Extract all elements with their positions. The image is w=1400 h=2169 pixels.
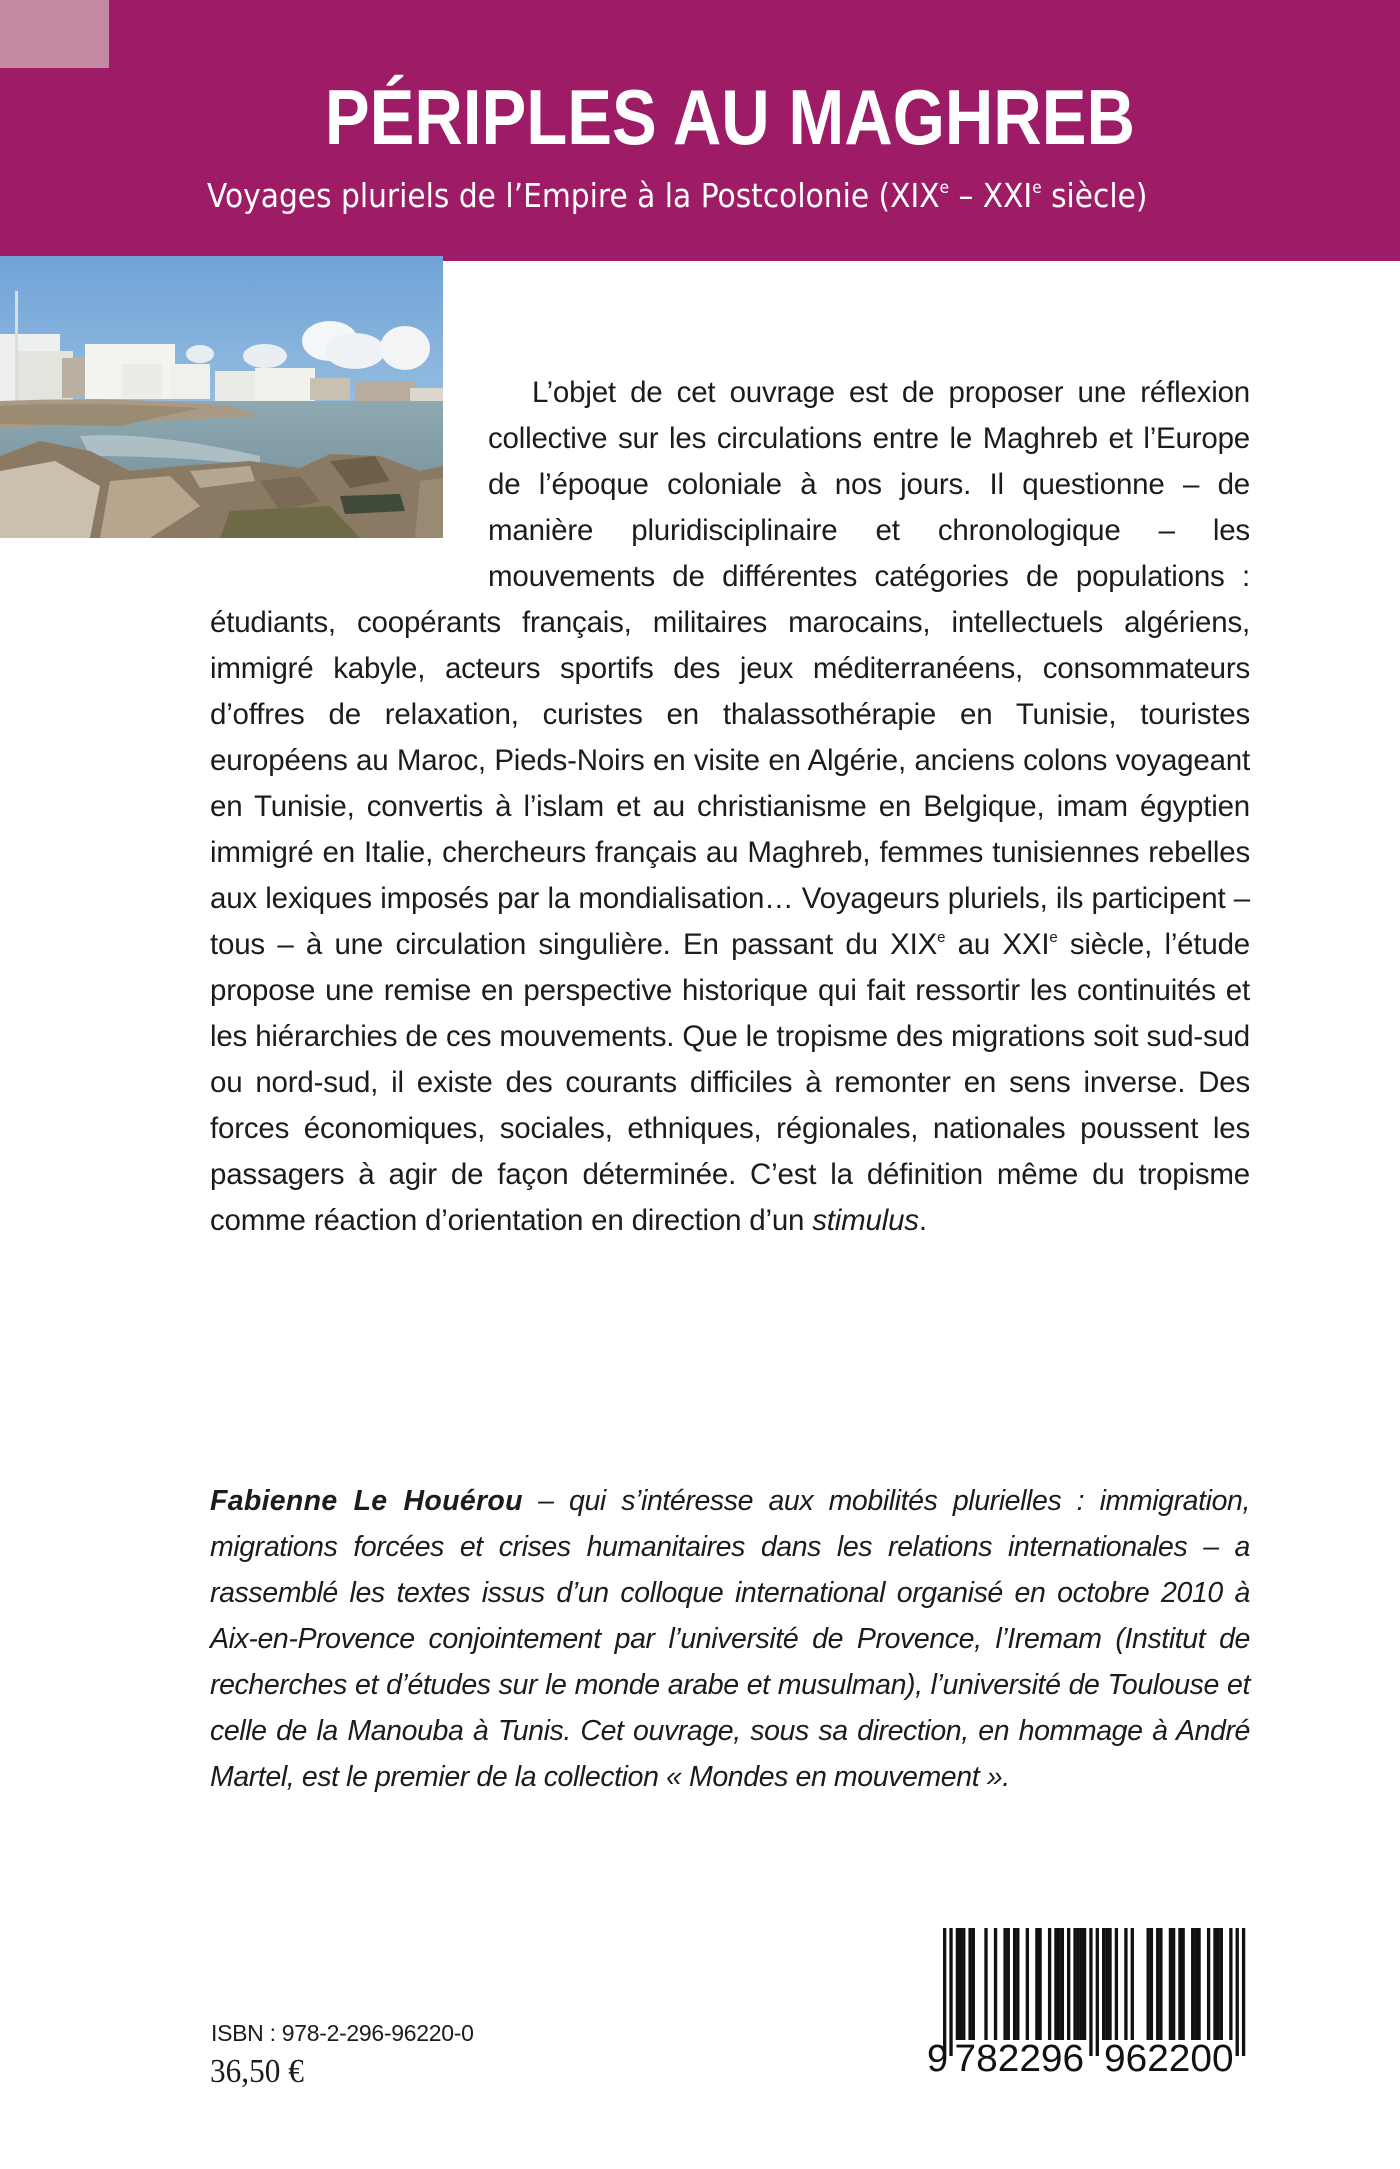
- price-label: 36,50 €: [210, 2053, 304, 2090]
- subtitle-part: Voyages pluriels de l’Empire à la Postcolonie (XIX: [207, 176, 940, 215]
- summary-paragraph: [210, 370, 1250, 1244]
- summary-italic-word: stimulus: [812, 1204, 919, 1237]
- summary-text: au XXI: [945, 928, 1050, 961]
- summary-text: .: [918, 1204, 927, 1237]
- summary-text: L’objet de cet ouvrage est de proposer une réflexion collective sur les circulations entre le Maghreb et l’Europe de l’époque coloniale à nos jours. Il questionne – de manière pluridisciplinaire et chronologique – les mouvements de différentes catégories de populations : étudiants, coopérants français, militaires marocains, intellectuels algériens, immigré kabyle, acteurs sportifs des jeux méditerranéens, consommateurs d’offres de relaxation, curistes en thalassothérapie en Tunisie, touristes européens au Maroc, Pieds-Noirs en visite en Algérie, anciens colons voyageant en Tunisie, convertis à l’islam et au christianisme en Belgique, imam égyptien immigré en Italie, chercheurs français au Maghreb, femmes tunisiennes rebelles aux lexiques imposés par la mondialisation… Voyageurs pluriels, ils participent – tous – à une circulation singulière. En passant du XIX: [210, 376, 1250, 961]
- author-bio: – qui s’intéresse aux mobilités plurielles : immigration, migrations forcées et crises humanitaires dans les relations internationales – a rassemblé les textes issus d’un colloque international organisé en octobre 2010 à Aix-en-Provence conjointement par l’université de Provence, l’Iremam (Institut de recherches et d’études sur le monde arabe et musulman), l’université de Toulouse et celle de la Manouba à Tunis. Cet ouvrage, sous sa direction, en hommage à André Martel, est le premier de la collection « Mondes en mouvement ».: [210, 1485, 1250, 1793]
- book-subtitle: [207, 174, 1252, 218]
- barcode-left-digits: 782296: [954, 2038, 1085, 2076]
- subtitle-superscript: e: [939, 178, 950, 198]
- barcode-right-digits: 962200: [1104, 2038, 1234, 2076]
- century-superscript: e: [937, 929, 946, 946]
- subtitle-superscript: e: [1032, 178, 1042, 198]
- book-title-text: PÉRIPLES AU MAGHREB: [324, 73, 1136, 161]
- subtitle-part: siècle): [1041, 176, 1148, 215]
- barcode-first-digit: 9: [927, 2038, 949, 2076]
- photo-wrap-spacer: [210, 370, 488, 600]
- cover-header-band: [0, 0, 1400, 261]
- subtitle-part: – XXI: [949, 176, 1033, 215]
- corner-color-block: [0, 0, 109, 68]
- book-title: [0, 72, 1400, 162]
- author-paragraph: [210, 1478, 1250, 1800]
- isbn-label: ISBN : 978-2-296-96220-0: [211, 2020, 474, 2046]
- summary-text: siècle, l’étude propose une remise en perspective historique qui fait ressortir les continuités et les hiérarchies de ces mouvements. Que le tropisme des migrations soit sud-sud ou nord-sud, il existe des courants difficiles à remonter en sens inverse. Des forces économiques, sociales, ethniques, régionales, nationales poussent les passagers à agir de façon déterminée. C’est la définition même du tropisme comme réaction d’orientation en direction d’un: [210, 928, 1250, 1237]
- author-name: Fabienne Le Houérou: [210, 1485, 523, 1517]
- century-superscript: e: [1049, 929, 1058, 946]
- ean13-barcode: [926, 1926, 1256, 2076]
